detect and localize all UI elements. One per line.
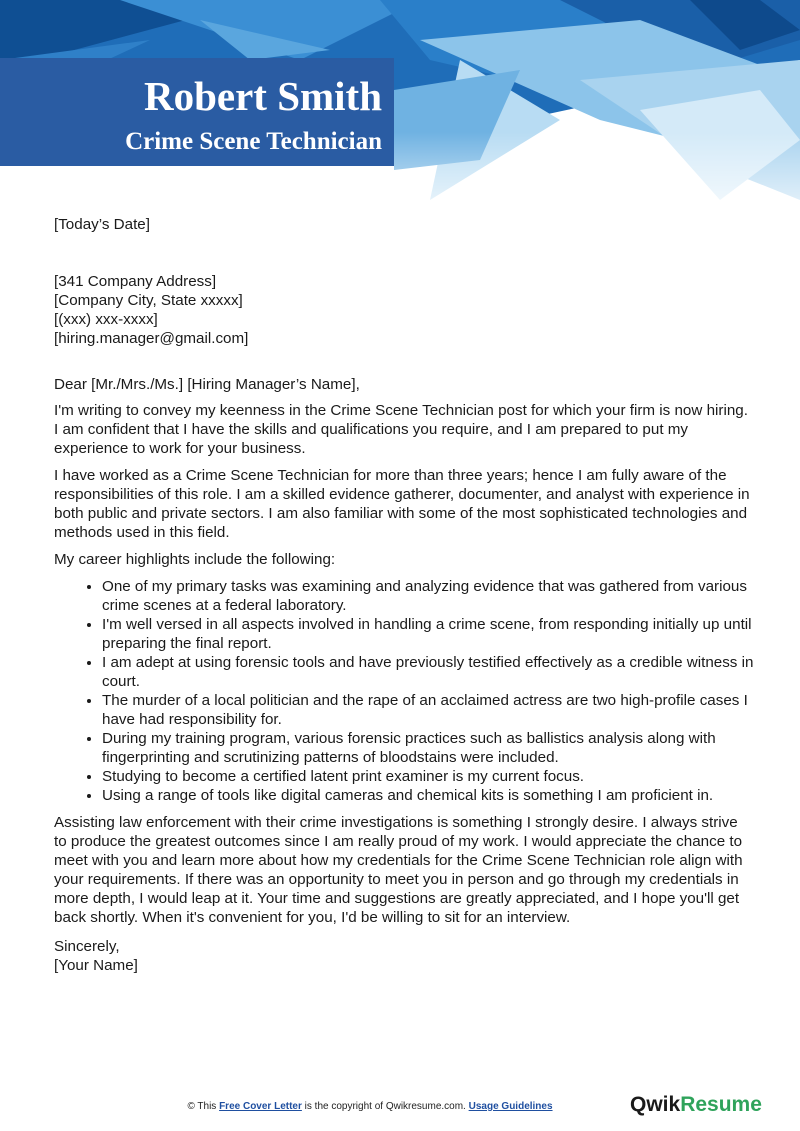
logo-part-qwik: Qwik bbox=[630, 1093, 681, 1116]
salutation: Dear [Mr./Mrs./Ms.] [Hiring Manager’s Name], bbox=[54, 376, 360, 393]
letter-body bbox=[54, 215, 754, 975]
recipient-address bbox=[54, 272, 754, 348]
footer-middle: is the copyright of Qwikresume.com. bbox=[301, 1101, 469, 1112]
logo-part-resume: Resume bbox=[680, 1093, 762, 1116]
closing-paragraph: Assisting law enforcement with their crime investigations is something I strongly desire. I always strive to produce the greatest outcomes since I am really proud of my work. I would appreciate the chance to meet with you and learn more about how my credentials for the Crime Scene Technician role align with your requirements. If there was an opportunity to meet you in person and go through my credentials in more depth, I would leap at it. Your time and suggestions are greatly appreciated, and I hope you'll get back shortly. When it's convenient for you, I'd be willing to sit for an interview. bbox=[54, 814, 743, 926]
list-item: • The murder of a local politician and the rape of an acclaimed actress are two high-profile cases I have had responsibility for. bbox=[102, 691, 754, 729]
list-item: • Studying to become a certified latent print examiner is my current focus. bbox=[102, 767, 754, 786]
intro-paragraph: I'm writing to convey my keenness in the Crime Scene Technician post for which your firm is now hiring. I am confident that I have the skills and qualifications you require, and I am prepared to put my experience to work for your business. bbox=[54, 402, 748, 457]
career-highlights-list bbox=[54, 577, 754, 805]
list-item: • One of my primary tasks was examining and analyzing evidence that was gathered from various crime scenes at a federal laboratory. bbox=[102, 577, 754, 615]
usage-guidelines-link[interactable]: Usage Guidelines bbox=[468, 1101, 553, 1112]
experience-paragraph: I have worked as a Crime Scene Technician for more than three years; hence I am fully aware of the responsibilities of this role. I am a skilled evidence gatherer, documenter, and analyst with experience in both public and private sectors. I am also familiar with some of the most sophisticated technologies and methods used in this field. bbox=[54, 467, 750, 541]
sign-off: Sincerely, bbox=[54, 938, 120, 955]
copyright-footer bbox=[0, 1101, 740, 1112]
address-line: [Company City, State xxxxx] bbox=[54, 292, 243, 309]
list-item: • During my training program, various forensic practices such as ballistics analysis along with fingerprinting and scrutinizing patterns of bloodstains were included. bbox=[102, 729, 754, 767]
list-item: • Using a range of tools like digital cameras and chemical kits is something I am proficient in. bbox=[102, 786, 754, 805]
address-line: [341 Company Address] bbox=[54, 273, 217, 290]
list-item: • I'm well versed in all aspects involved in handling a crime scene, from responding initially up until preparing the final report. bbox=[102, 615, 754, 653]
qwikresume-logo bbox=[630, 1093, 762, 1117]
free-cover-letter-link[interactable]: Free Cover Letter bbox=[219, 1101, 302, 1112]
signature: [Your Name] bbox=[54, 957, 138, 974]
name-banner bbox=[0, 58, 394, 166]
letter-date: [Today’s Date] bbox=[54, 216, 150, 233]
candidate-name: Robert Smith bbox=[143, 73, 382, 119]
footer-prefix: © This bbox=[187, 1101, 220, 1112]
list-item: • I am adept at using forensic tools and have previously testified effectively as a credible witness in court. bbox=[102, 653, 754, 691]
highlights-lead-in: My career highlights include the following: bbox=[54, 551, 336, 568]
candidate-job-title: Crime Scene Technician bbox=[125, 128, 382, 155]
address-line: [(xxx) xxx-xxxx] bbox=[54, 311, 158, 328]
address-line: [hiring.manager@gmail.com] bbox=[54, 330, 249, 347]
